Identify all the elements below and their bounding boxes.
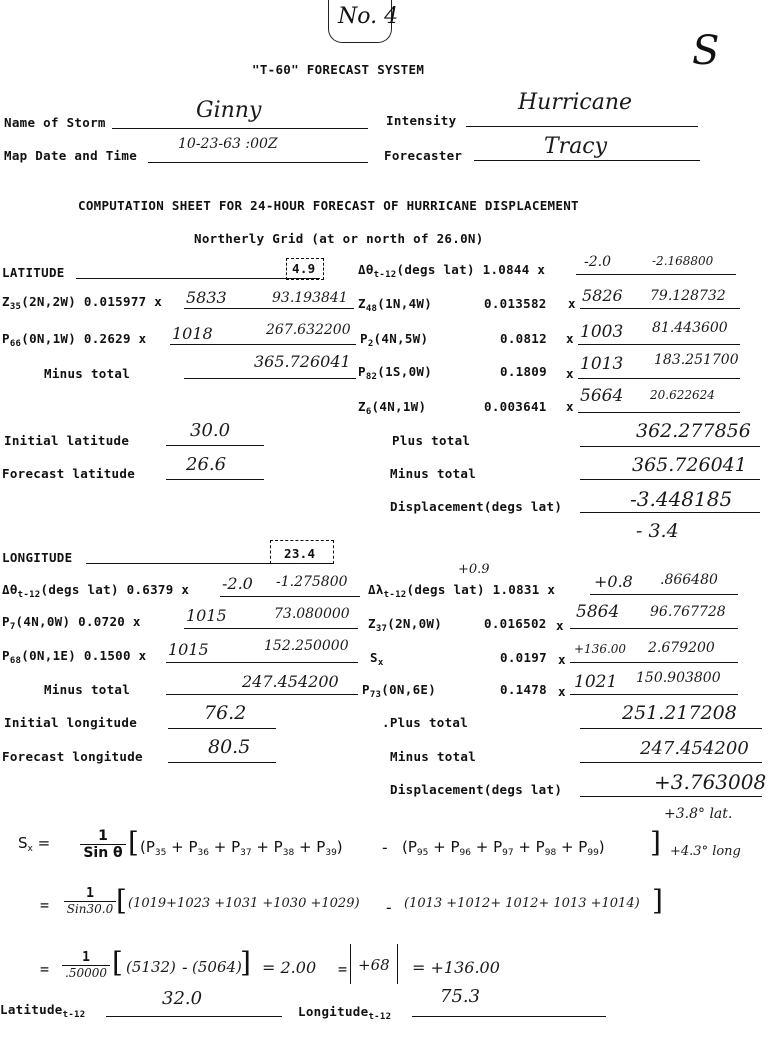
sx-x: x <box>558 652 566 667</box>
initial-longitude-value: 76.2 <box>204 702 247 724</box>
z6-line <box>578 412 740 413</box>
dlambda-row <box>368 582 555 600</box>
formula-den-1: Sin θ <box>83 845 123 861</box>
formula-open-2: [ <box>116 884 127 917</box>
formula-num-3: 1 <box>62 950 110 966</box>
lon-dtheta-sub: t-12 <box>17 590 41 600</box>
p2-row <box>360 331 428 349</box>
lon-minus-total-line <box>166 694 358 695</box>
z48-x: x <box>568 296 576 311</box>
z37-rest: (2N,0W) <box>387 616 443 631</box>
z37-coef: 0.016502 <box>484 616 547 631</box>
z6-x: x <box>566 399 574 414</box>
p7-row <box>2 614 141 632</box>
sx-line <box>570 662 738 663</box>
lon-displacement-label: Displacement(degs lat) <box>390 782 563 797</box>
p68-rest: (0N,1E) 0.1500 x <box>21 648 147 663</box>
p73-rest: (0N,6E) <box>381 682 437 697</box>
p66-rest: (0N,1W) 0.2629 x <box>21 331 147 346</box>
z37-x: x <box>556 618 564 633</box>
z48-pre: Z <box>358 296 366 311</box>
formula-line3-b: (5064) <box>192 958 242 976</box>
latitude-heading: LATITUDE <box>2 265 65 280</box>
formula-minus-3: - <box>180 958 190 977</box>
lat-displacement-value: -3.448185 <box>630 487 733 511</box>
z37-sub: 37 <box>375 624 388 634</box>
lon-plus-total-line <box>580 728 762 729</box>
p2-product: 81.443600 <box>652 320 728 336</box>
formula-line2-a: (1019+1023 +1031 +1030 +1029) <box>128 896 360 911</box>
formula-line3-d: +68 <box>358 956 390 974</box>
lat-t12-value: 32.0 <box>162 988 203 1009</box>
formula-num-1: 1 <box>80 828 126 845</box>
p82-product: 183.251700 <box>654 352 739 368</box>
p68-line <box>166 662 358 663</box>
dlambda-rest: (degs lat) 1.0831 x <box>406 582 556 597</box>
latitude-box-value: 4.9 <box>292 261 316 276</box>
p73-row <box>362 682 436 700</box>
formula-group-p9: $(P_{95} + P_{96} + P_{97} + P_{98} + P_{99})$ <box>402 838 605 858</box>
forecast-longitude-value: 80.5 <box>208 736 251 758</box>
lat-dtheta-rest: (degs lat) 1.0844 x <box>396 262 546 277</box>
initial-latitude-value: 30.0 <box>190 420 231 441</box>
p82-row <box>358 364 432 382</box>
map-date-line <box>148 162 368 163</box>
z48-factor: 5826 <box>582 286 623 305</box>
p66-sub: 66 <box>9 339 22 349</box>
formula-line3-a: (5132) <box>126 958 176 976</box>
lon-minus-total2-line <box>580 762 762 763</box>
z6-rest: (4N,1W) <box>371 399 427 414</box>
z37-pre: Z <box>368 616 376 631</box>
p82-pre: P <box>358 364 366 379</box>
dlambda-pre: Δλ <box>368 582 384 597</box>
z6-row <box>358 399 426 417</box>
lat-dtheta-sub: t-12 <box>373 270 397 280</box>
z37-row <box>368 616 442 634</box>
p73-coef: 0.1478 <box>500 682 547 697</box>
formula-line2-b: (1013 +1012+ 1012+ 1013 +1014) <box>404 896 640 911</box>
map-date-label: Map Date and Time <box>4 148 138 163</box>
p73-pre: P <box>362 682 370 697</box>
z35-rest: (2N,2W) 0.015977 x <box>21 294 163 309</box>
intensity-line <box>466 126 698 127</box>
lat-minus-total2-label: Minus total <box>390 466 477 481</box>
lat-minus-total-label: Minus total <box>44 366 131 381</box>
sx-product: 2.679200 <box>648 640 715 656</box>
forecaster-line <box>474 160 700 161</box>
formula-eq: = <box>37 834 51 852</box>
p82-x: x <box>566 366 574 381</box>
p82-rest: (1S,0W) <box>377 364 433 379</box>
z6-factor: 5664 <box>580 386 624 406</box>
lon-plus-total-value: 251.217208 <box>622 702 737 724</box>
lat-displacement-rounded: - 3.4 <box>636 520 679 542</box>
lon-t12-value: 75.3 <box>440 986 481 1007</box>
p68-pre: P <box>2 648 10 663</box>
lon-t12-line <box>412 1016 606 1017</box>
dlambda-line <box>590 594 738 595</box>
lat-dtheta-line <box>576 274 736 275</box>
sheet-subtitle: COMPUTATION SHEET FOR 24-HOUR FORECAST OF HURRICANE DISPLACEMENT <box>78 198 579 213</box>
formula-fraction-3 <box>62 950 110 980</box>
p7-factor: 1015 <box>186 606 227 625</box>
p73-sub: 73 <box>369 690 382 700</box>
formula-den-3: .50000 <box>65 966 107 980</box>
z35-line <box>184 308 354 309</box>
p68-row <box>2 648 146 666</box>
p2-sub: 2 <box>367 339 374 349</box>
forecast-longitude-line <box>168 762 276 763</box>
formula-sx: S <box>18 834 28 852</box>
z6-product: 20.622624 <box>650 388 715 402</box>
sx-row <box>370 650 384 668</box>
forecast-latitude-label: Forecast latitude <box>2 466 136 481</box>
lon-dtheta-row <box>2 582 189 600</box>
initial-latitude-label: Initial latitude <box>4 433 130 448</box>
doc-number: No. 4 <box>338 4 399 29</box>
formula-close-3: ] <box>240 946 251 979</box>
lon-minus-total2-value: 247.454200 <box>640 738 749 759</box>
lon-minus-total-label: Minus total <box>44 682 131 697</box>
p2-line <box>578 344 740 345</box>
lon-note-lat: +3.8° lat. <box>664 806 733 822</box>
initial-longitude-line <box>168 728 276 729</box>
intensity-label: Intensity <box>386 113 457 128</box>
p2-x: x <box>566 331 574 346</box>
p7-product: 73.080000 <box>274 606 350 622</box>
lat-dtheta-row <box>358 262 545 280</box>
p2-factor: 1003 <box>580 322 624 342</box>
z48-product: 79.128732 <box>650 288 726 304</box>
p66-factor: 1018 <box>172 324 213 343</box>
lon-displacement-line <box>580 796 762 797</box>
latitude-line <box>76 278 320 279</box>
dlambda-product: .866480 <box>660 572 718 588</box>
forecast-longitude-label: Forecast longitude <box>2 749 143 764</box>
z48-coef: 0.013582 <box>484 296 547 311</box>
p66-line <box>170 344 356 345</box>
z48-sub: 48 <box>365 304 378 314</box>
corner-mark: S <box>692 28 720 74</box>
z37-product: 96.767728 <box>650 604 726 620</box>
lat-displacement-line <box>580 512 760 513</box>
lat-t12-label: Latitude$_{t-12}$ <box>0 1002 86 1020</box>
formula-line3-eq: = <box>338 960 348 978</box>
lat-plus-total-value: 362.277856 <box>636 420 751 442</box>
formula-open-3: [ <box>112 946 123 979</box>
lat-minus-total2-value: 365.726041 <box>632 454 747 476</box>
p66-product: 267.632200 <box>266 322 351 338</box>
p66-pre: P <box>2 331 10 346</box>
form-title: "T-60" FORECAST SYSTEM <box>252 62 425 77</box>
lat-dtheta-factor: -2.0 <box>584 254 611 270</box>
dlambda-sub: t-12 <box>383 590 407 600</box>
z35-row <box>2 294 162 312</box>
formula-fraction-1 <box>80 828 126 861</box>
z6-sub: 6 <box>365 407 372 417</box>
longitude-box-value: 23.4 <box>284 546 316 561</box>
lat-plus-total-label: Plus total <box>392 433 471 448</box>
lat-dtheta-pre: Δθ <box>358 262 374 277</box>
lat-minus-total2-line <box>580 479 760 480</box>
p73-x: x <box>558 684 566 699</box>
formula-line1: [ <box>128 826 139 859</box>
sx-coef: 0.0197 <box>500 650 547 665</box>
formula-fraction-2 <box>64 886 116 916</box>
sx-factor: +136.00 <box>574 642 627 656</box>
p66-row <box>2 331 146 349</box>
lon-dtheta-line <box>220 596 360 597</box>
lon-displacement-value: +3.763008 <box>654 770 767 794</box>
z35-product: 93.193841 <box>272 290 348 306</box>
lon-minus-total2-label: Minus total <box>390 749 477 764</box>
z48-row <box>358 296 432 314</box>
formula-eq-3: = <box>40 960 50 978</box>
p7-rest: (4N,0W) 0.0720 x <box>15 614 141 629</box>
p82-sub: 82 <box>365 372 378 382</box>
formula-line3-c: = 2.00 <box>262 958 317 977</box>
lon-minus-total-value: 247.454200 <box>242 672 339 691</box>
lat-displacement-label: Displacement(degs lat) <box>390 499 563 514</box>
lon-dtheta-factor: -2.0 <box>222 574 253 593</box>
intensity-value: Hurricane <box>518 90 633 115</box>
p82-factor: 1013 <box>580 354 624 374</box>
lat-minus-total-line <box>184 378 356 379</box>
sx-pre: S <box>370 650 378 665</box>
z37-line <box>570 628 738 629</box>
p7-pre: P <box>2 614 10 629</box>
p82-coef: 0.1809 <box>500 364 547 379</box>
lat-plus-total-line <box>580 446 760 447</box>
storm-name-line <box>112 128 368 129</box>
z37-factor: 5864 <box>576 602 620 622</box>
forecast-latitude-line <box>166 479 264 480</box>
lon-dtheta-product: -1.275800 <box>276 574 348 590</box>
z6-coef: 0.003641 <box>484 399 547 414</box>
lon-t12-label: Longitude$_{t-12}$ <box>298 1004 392 1022</box>
z6-pre: Z <box>358 399 366 414</box>
formula-minus-1: - <box>380 838 390 857</box>
formula-minus-2: - <box>384 898 394 917</box>
p2-rest: (4N,5W) <box>373 331 429 346</box>
formula-num-2: 1 <box>64 886 116 902</box>
p73-product: 150.903800 <box>636 670 721 686</box>
p68-sub: 68 <box>9 656 22 666</box>
lon-note-long: +4.3° long <box>670 844 741 859</box>
p7-sub: 7 <box>9 622 16 632</box>
forecaster-label: Forecaster <box>384 148 463 163</box>
lon-dtheta-pre: Δθ <box>2 582 18 597</box>
p73-line <box>570 694 738 695</box>
z35-pre: Z <box>2 294 10 309</box>
p68-product: 152.250000 <box>264 638 349 654</box>
formula-close-1: ] <box>650 826 661 859</box>
initial-latitude-line <box>166 445 264 446</box>
formula-line3-e: = +136.00 <box>412 958 500 977</box>
longitude-heading: LONGITUDE <box>2 550 73 565</box>
p82-line <box>578 378 740 379</box>
p7-line <box>184 628 358 629</box>
dlambda-note: +0.9 <box>458 562 490 577</box>
lon-plus-total-label: .Plus total <box>382 715 469 730</box>
p68-factor: 1015 <box>168 640 209 659</box>
storm-name-value: Ginny <box>196 98 262 123</box>
forecaster-value: Tracy <box>544 134 608 159</box>
z48-line <box>580 308 740 309</box>
formula-eq-2: = <box>40 896 50 914</box>
sx-sub: x <box>377 658 384 668</box>
formula-sx-sub: x <box>27 844 33 854</box>
lat-minus-total-value: 365.726041 <box>254 352 351 371</box>
formula-den-2: Sin30.0 <box>66 902 114 916</box>
sx-formula-lhs <box>18 834 50 854</box>
formula-close-2: ] <box>652 884 663 917</box>
lat-dtheta-product: -2.168800 <box>652 254 714 268</box>
p2-pre: P <box>360 331 368 346</box>
p73-factor: 1021 <box>574 672 618 692</box>
forecast-latitude-value: 26.6 <box>186 454 227 475</box>
formula-group-p3: $(P_{35} + P_{36} + P_{37} + P_{38} + P_{39})$ <box>140 838 343 858</box>
dlambda-factor: +0.8 <box>594 572 633 591</box>
storm-name-label: Name of Storm <box>4 115 106 130</box>
initial-longitude-label: Initial longitude <box>4 715 138 730</box>
z35-factor: 5833 <box>186 288 227 307</box>
p2-coef: 0.0812 <box>500 331 547 346</box>
map-date-value: 10-23-63 :00Z <box>178 136 278 152</box>
lat-t12-line <box>106 1016 282 1017</box>
z48-rest: (1N,4W) <box>377 296 433 311</box>
z35-sub: 35 <box>9 302 22 312</box>
lon-dtheta-rest: (degs lat) 0.6379 x <box>40 582 190 597</box>
grid-note: Northerly Grid (at or north of 26.0N) <box>194 231 484 246</box>
